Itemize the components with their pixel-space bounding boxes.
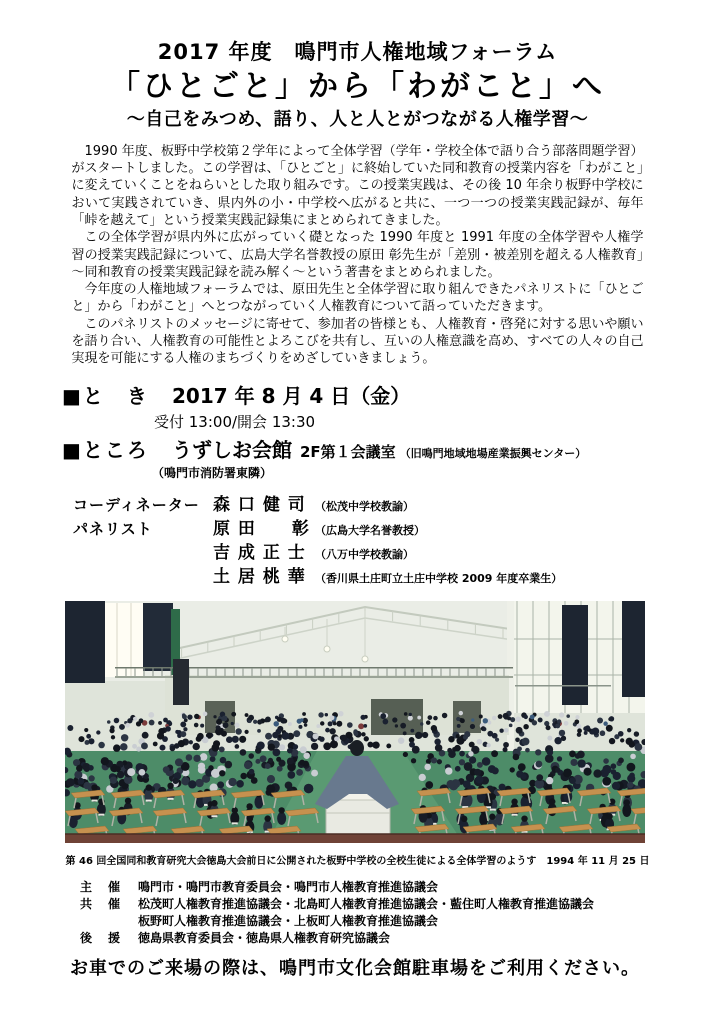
panelist-title: （香川県土庄町立土庄中学校 2009 年度卒業生） — [315, 571, 563, 585]
organizer-label: 共 催 — [80, 896, 123, 911]
event-place-row — [62, 434, 715, 463]
organizer-text: 板野町人権教育推進協議会・上板町人権教育推進協議会 — [138, 913, 439, 928]
event-date-label: ■と き — [62, 383, 149, 408]
coordinator-label: コーディネーター — [73, 495, 200, 514]
event-place-landmark: （鳴門市消防署東隣） — [152, 465, 273, 480]
event-reception-time: 受付 13:00/開会 13:30 — [154, 412, 316, 431]
event-place-note: （旧鳴門地域地場産業振興センター） — [399, 446, 587, 460]
panelist-name: 吉 成 正 士 — [213, 542, 306, 563]
coordinator-row — [73, 495, 715, 517]
coordinator-title: （松茂中学校教諭） — [315, 499, 414, 513]
panelist-label: パネリスト — [73, 519, 153, 538]
photo-caption: 第 46 回全国同和教育研究大会徳島大会前日に公開された板野中学校の全校生徒による全体学習のようす 1994 年 11 月 25 日 — [65, 855, 650, 867]
people-list — [73, 495, 715, 589]
coordinator-name: 森 口 健 司 — [213, 494, 306, 515]
title-block — [0, 0, 715, 131]
organizer-label-spacer — [80, 913, 138, 930]
main-title: 「ひとごと」から「わがこと」へ — [110, 69, 605, 105]
organizer-row — [80, 879, 715, 896]
gymnasium-assembly-photo — [65, 601, 645, 843]
organizer-text: 松茂町人権教育推進協議会・北島町人権教育推進協議会・藍住町人権教育推進協議会 — [138, 896, 595, 911]
assembly-photo — [65, 601, 645, 843]
intro-paragraph-1: 1990 年度、板野中学校第２学年によって全体学習（学年・学校全体で語り合う部落問題学習）がスタートしました。この学習は、「ひとごと」に終始していた同和教育の授業内容を「わがこと」に変えていくことをねらいとした取り組みです。この授業実践は、その後 10 年余り板野中学校において実践されていき、県内外の小・中学校へ広がると共に、一つ一つの授業実践記録が、毎年「峠を越えて」という授業実践記録集にまとめられてきました。 — [71, 143, 644, 228]
event-date-value: 2017 年 8 月 4 日（金） — [172, 383, 411, 408]
organizers-block — [80, 879, 715, 947]
title-year-line: 2017 年度 鳴門市人権地域フォーラム — [157, 40, 558, 64]
intro-paragraph-2: この全体学習が県内外に広がっていく礎となった 1990 年度と 1991 年度の全体学習や人権学習の授業実践記録について、広島大学名誉教授の原田 彰先生が「差別・被差別を超える人権教育」～同和教育の授業実践記録を読み解く～という著書をまとめられました。 — [71, 230, 644, 280]
panelist-row — [73, 567, 715, 589]
event-place-label: ■ところ — [62, 437, 149, 462]
event-place-room: 2F第１会議室 — [300, 442, 396, 461]
panelist-title: （八万中学校教諭） — [315, 547, 414, 561]
organizer-row — [80, 896, 715, 913]
organizer-row — [80, 930, 715, 947]
event-date-row — [62, 380, 715, 409]
organizer-text: 鳴門市・鳴門市教育委員会・鳴門市人権教育推進協議会 — [138, 879, 439, 894]
panelist-title: （広島大学名誉教授） — [315, 523, 425, 537]
event-place-value: うずしお会館 — [172, 437, 292, 462]
intro-paragraph-3: 今年度の人権地域フォーラムでは、原田先生と全体学習に取り組んできたパネリストに「ひとごと」から「わがこと」へとつながっていく人権教育について語っていただきます。 — [71, 282, 644, 315]
intro-paragraphs — [72, 143, 644, 368]
subtitle: ～自己をみつめ、語り、人と人とがつながる人権学習～ — [126, 109, 589, 131]
organizer-label: 後 援 — [80, 930, 123, 945]
panelist-name: 原 田 彰 — [213, 518, 310, 539]
organizer-row — [80, 913, 715, 930]
panelist-row — [73, 519, 715, 541]
panelist-row — [73, 543, 715, 565]
intro-paragraph-4: このパネリストのメッセージに寄せて、参加者の皆様とも、人権教育・啓発に対する思いや願いを語り合い、人権教育の可能性とよろこびを共有し、互いの人権意識を高め、すべての人々の自己実現を可能にする人権のまちづくりをめざしていきましょう。 — [71, 316, 644, 367]
organizer-label: 主 催 — [80, 879, 123, 894]
panelist-name: 土 居 桃 華 — [213, 566, 306, 587]
organizer-text: 徳島県教育委員会・徳島県人権教育研究協議会 — [138, 930, 391, 945]
parking-note: お車でのご来場の際は、鳴門市文化会館駐車場をご利用ください。 — [70, 957, 640, 979]
event-details — [62, 380, 715, 481]
